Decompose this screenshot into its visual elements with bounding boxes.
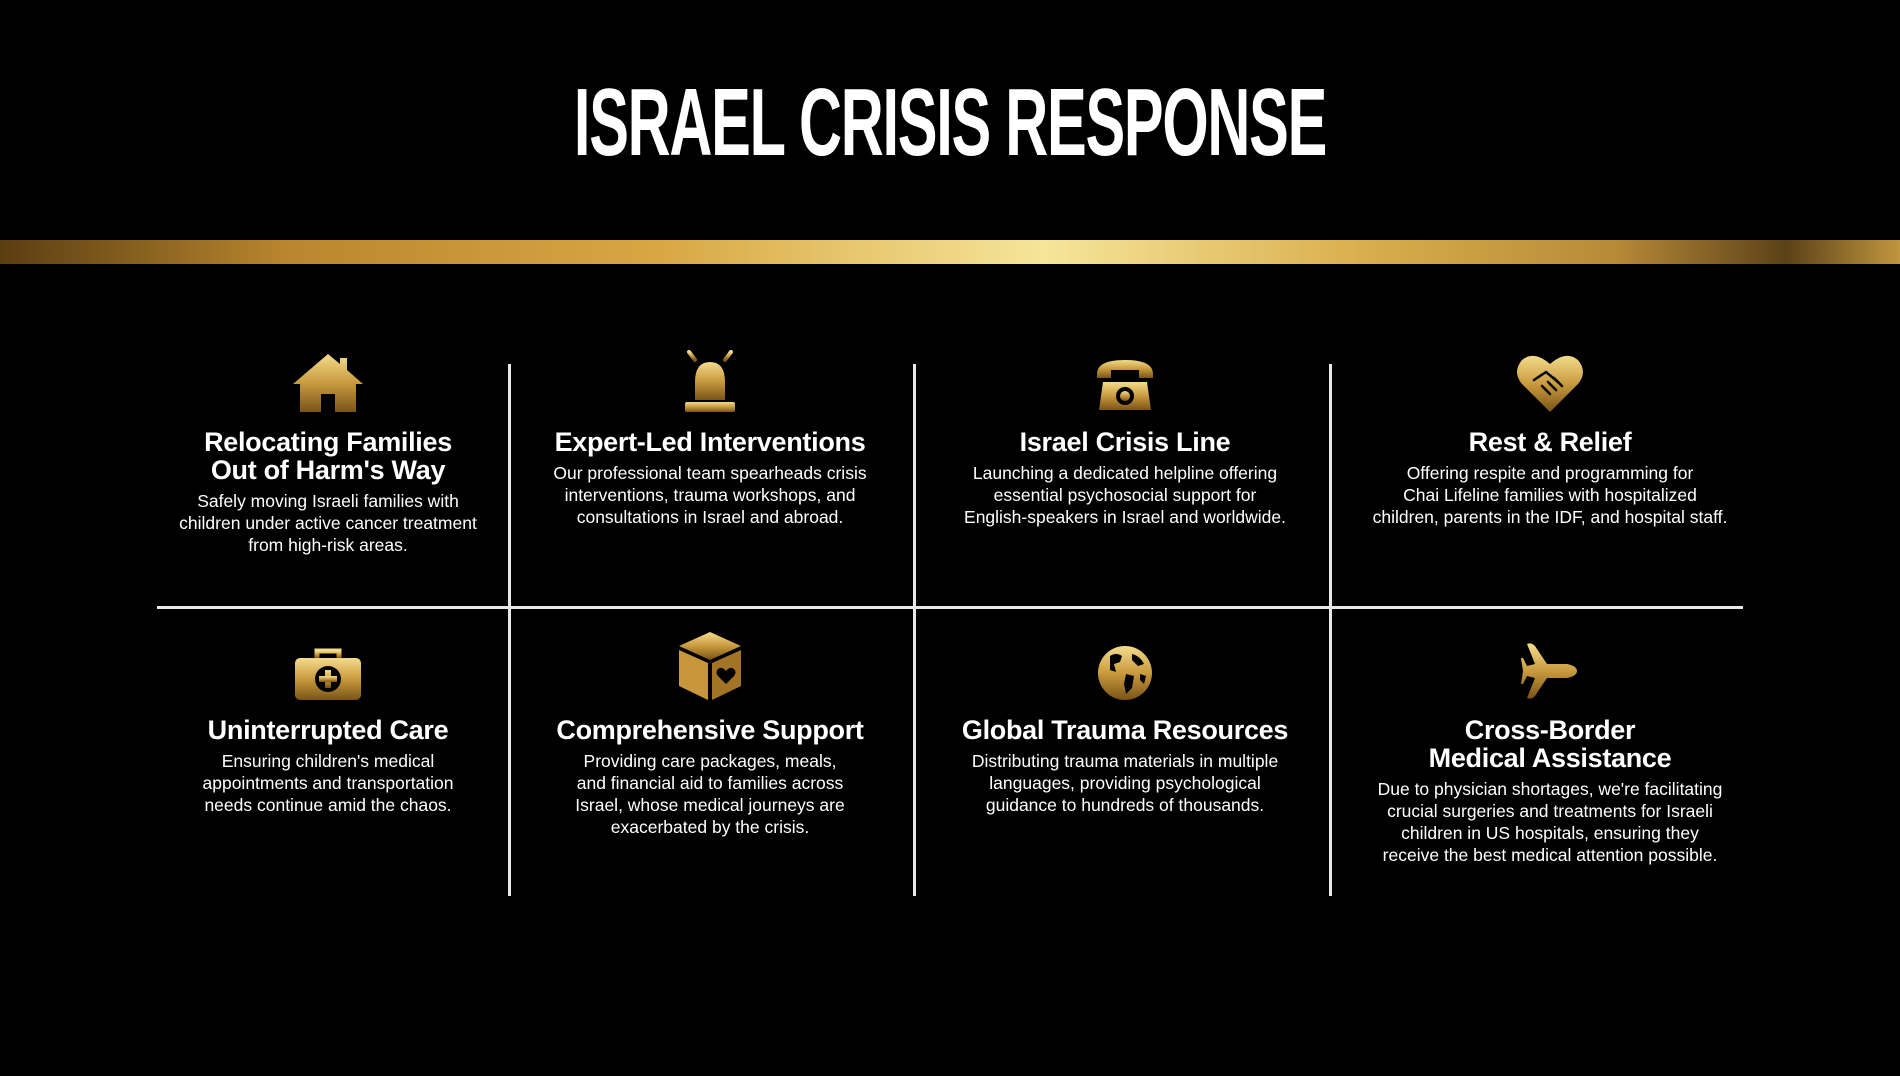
card-title: Global Trauma Resources — [961, 715, 1289, 745]
card-title: Cross-Border Medical Assistance — [1428, 715, 1672, 773]
grid-divider-horizontal — [157, 606, 1743, 609]
card-title: Rest & Relief — [1468, 427, 1632, 457]
card-description: Due to physician shortages, we're facilitating crucial surgeries and treatments for Israeli children in US hospitals, ensuring they receive the best medical attention possible. — [1377, 779, 1723, 865]
house-icon — [291, 352, 365, 414]
gold-divider-bar — [0, 240, 1900, 264]
card-israel-crisis-line — [935, 344, 1315, 528]
card-cross-border-medical-assistance — [1355, 632, 1745, 866]
siren-icon — [671, 342, 749, 414]
card-description: Safely moving Israeli families with children under active cancer treatment from high-risk areas. — [179, 491, 477, 555]
card-description: Ensuring children's medical appointments and transportation needs continue amid the chaos. — [202, 751, 454, 815]
medical-kit-icon — [293, 646, 363, 702]
page-title: ISRAEL CRISIS RESPONSE — [573, 69, 1327, 176]
card-expert-led-interventions — [520, 344, 900, 528]
globe-icon — [1096, 644, 1154, 702]
card-relocating-families — [160, 344, 496, 556]
grid-divider-vertical-2 — [913, 364, 916, 896]
card-description: Our professional team spearheads crisis interventions, trauma workshops, and consultations in Israel and abroad. — [553, 463, 867, 527]
heart-handshake-icon — [1516, 352, 1584, 414]
airplane-icon — [1521, 640, 1579, 702]
card-uninterrupted-care — [160, 632, 496, 816]
card-title: Expert-Led Interventions — [554, 427, 866, 457]
card-title: Comprehensive Support — [556, 715, 864, 745]
card-title: Relocating Families Out of Harm's Way — [204, 427, 452, 485]
card-rest-and-relief — [1355, 344, 1745, 528]
heart-box-icon — [677, 630, 743, 702]
card-description: Distributing trauma materials in multiple languages, providing psychological guidance to hundreds of thousands. — [971, 751, 1279, 815]
grid-divider-vertical-3 — [1329, 364, 1332, 896]
card-title: Israel Crisis Line — [1019, 427, 1231, 457]
grid-divider-vertical-1 — [508, 364, 511, 896]
card-description: Providing care packages, meals, and financial aid to families across Israel, whose medical journeys are exacerbated by the crisis. — [575, 751, 845, 837]
card-global-trauma-resources — [935, 632, 1315, 816]
card-description: Offering respite and programming for Chai Lifeline families with hospitalized children, parents in the IDF, and hospital staff. — [1372, 463, 1728, 527]
card-description: Launching a dedicated helpline offering essential psychosocial support for English-speakers in Israel and worldwide. — [964, 463, 1286, 527]
card-comprehensive-support — [520, 632, 900, 838]
card-title: Uninterrupted Care — [207, 715, 449, 745]
telephone-icon — [1093, 356, 1157, 414]
